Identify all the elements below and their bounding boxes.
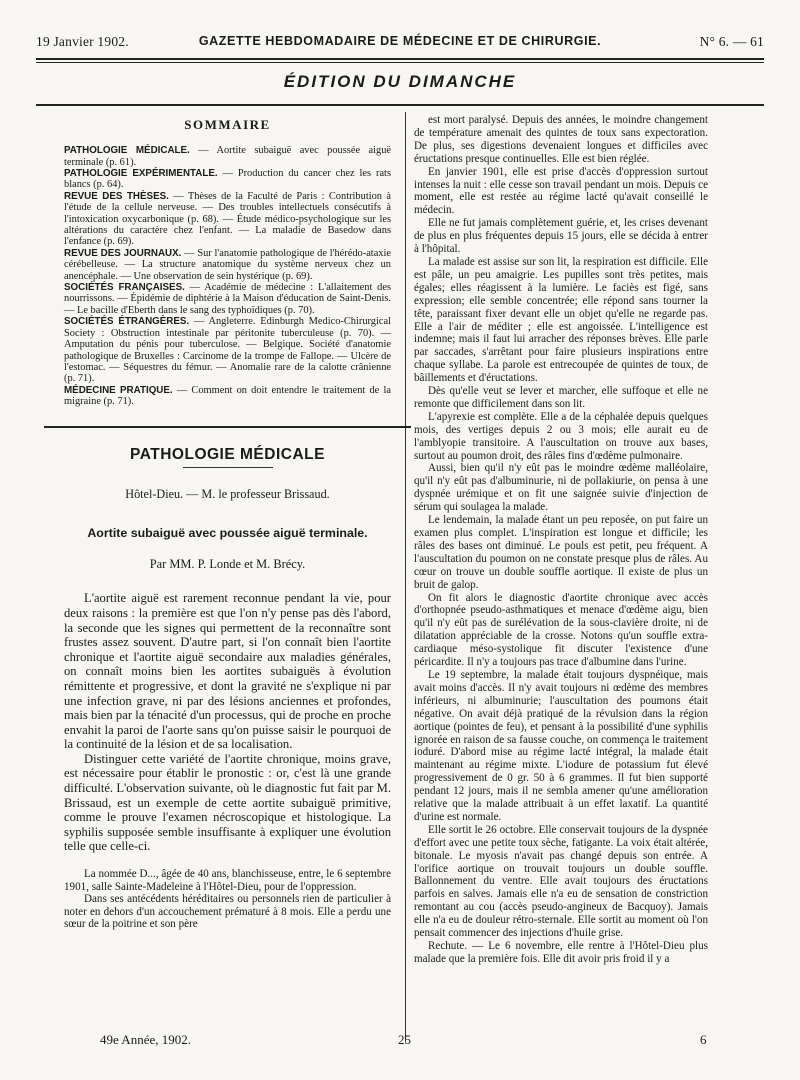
sommaire-entry [64, 316, 391, 384]
paragraph: Le 19 septembre, la malade était toujours dyspnéique, mais avait moins d'accès. Il n'y avait toujours ni œdème des membres inférieurs, ni albuminurie; l'auscultation des poumons était négative. On avait déjà pratiqué de la révulsion dans la région aortique (pointes de feu), et pensant à la possibilité d'une syphilis ignorée en raison de sa fausse couche, on commença le traitement ioduré. D'abord mise au régime lacté intégral, la malade était maintenant au régime mixte. L'iodure de potassium fut élevé progressivement de 0 gr. 50 à 6 grammes. Il fut bien supporté pendant 12 jours, mais il ne sembla amener qu'une amélioration relative que la malade attribuait à un effet laxatif. La quantité d'urine est normale. [414, 668, 708, 823]
paragraph: Elle sortit le 26 octobre. Elle conservait toujours de la dyspnée d'effort avec une petite toux sèche, fatigante. La voix était altérée, bitonale. Le myosis n'avait pas changé depuis son entrée. A l'orifice aortique on trouvait toujours un double souffle. Ballonnement du ventre. Elle avait toujours des éructations parfois en salves. Jamais elle n'a eu de sensation de constriction remontant au cou (accès pseudo-angineux de Bacquoy). Jamais elle n'a eu de douleur rétro-sternale. Elle sortit au moment où l'on pensait commencer des injections d'huile grise. [414, 823, 708, 940]
header-date: 19 Janvier 1902. [36, 34, 129, 49]
paragraph: Le lendemain, la malade étant un peu reposée, on put faire un examen plus complet. L'inspiration est longue et difficile; les râles des bases ont diminué. Le pouls est petit, peu fréquent. A l'auscultation du poumon on ne constate presque plus de râles. Au cœur on trouve un double souffle aortique. Il existe de plus un bruit de galop. [414, 514, 708, 591]
case-paragraph: La nommée D..., âgée de 40 ans, blanchisseuse, entre, le 6 septembre 1901, salle Sainte-Madeleine à l'Hôtel-Dieu, pour de l'oppression. [64, 868, 391, 893]
entry-text: — Production du cancer chez les rats blancs (p. 64). [64, 168, 391, 191]
paragraph: L'aortite aiguë est rarement reconnue pendant la vie, pour deux raisons : la première est que l'on n'y pense pas dès l'abord, la seconde que les signes qui permettent de la reconnaître sont frustes assez souvent. D'autre part, si l'on connaît bien l'aortite chronique et l'aortite aiguë secondaire aux maladies générales, on connaît moins bien les aortites subaiguës à évolution rémittente et progressive, et dont la gravité ne s'explique ni par une infection grave, ni par des lésions anciennes et profondes, mais bien par la ténacité d'un processus, qui de proche en proche envahit la paroi de l'aorte sans qu'on puisse saisir le pourquoi de la continuité de la lésion et de sa localisation. [64, 591, 391, 752]
header-rule [36, 58, 764, 63]
sommaire-entry [64, 191, 391, 248]
paragraph: En janvier 1901, elle est prise d'accès d'oppression surtout intenses la nuit : elle cesse son travail pendant un mois. Depuis ce moment, elle est restée au régime lacté qu'avait conseillé le médecin. [414, 165, 708, 217]
edition-title: ÉDITION DU DIMANCHE [283, 72, 517, 91]
edition-rule [36, 104, 764, 106]
section-separator [44, 426, 411, 428]
sommaire-entry [64, 248, 391, 282]
section-rule [183, 467, 273, 468]
hospital-line: Hôtel-Dieu. — M. le professeur Brissaud. [125, 486, 330, 501]
column-divider [405, 112, 406, 1042]
entry-heading: PATHOLOGIE MÉDICALE. [64, 145, 190, 157]
sommaire-list [64, 145, 391, 407]
entry-text: — Angleterre. Edinburgh Medico-Chirurgical Society : Obstruction intestinale par péritonite tuberculeuse (p. 70). — Amputation du pénis pour tuberculose. — Belgique. Société d'anatomie pathologique de Bruxelles : Carcinome de la trompe de Fallope. — Ulcère de l'estomac. — Séquestres du fémur. — Anomalie rare de la calotte crânienne (p. 71). [64, 316, 391, 385]
signature-mark: 25 [398, 1032, 411, 1047]
volume-year: 49e Année, 1902. [100, 1032, 191, 1047]
entry-heading: PATHOLOGIE EXPÉRIMENTALE. [64, 168, 218, 180]
sommaire-entry [64, 145, 391, 168]
journal-title: GAZETTE HEBDOMADAIRE DE MÉDECINE ET DE CHIRURGIE. [198, 34, 602, 48]
paragraph: est mort paralysé. Depuis des années, le moindre changement de température amenait des quintes de toux sans expectoration. De plus, ses digestions devenaient longues et difficiles avec éructations presque continuelles. Elle est bien réglée. [414, 114, 708, 165]
case-paragraph: Dans ses antécédents héréditaires ou personnels rien de particulier à noter en dehors d'un accouchement prématuré à 8 mois. Elle a perdu une sœur de la poitrine et son père [64, 893, 391, 931]
running-header [36, 30, 764, 54]
article-body [64, 591, 391, 931]
article-title: Aortite subaiguë avec poussée aiguë terminale. [87, 525, 368, 540]
left-column [64, 114, 391, 931]
entry-heading: MÉDECINE PRATIQUE. [64, 384, 173, 396]
entry-text: — Thèses de la Faculté de Paris : Contribution à l'étude de la cellule nerveuse. — Des troubles intellectuels consécutifs à l'intoxication oxycarbonique (p. 68). — Étude médico-psychologique sur les altérations du caractère chez l'enfant. — La maladie de Basedow dans l'enfance (p. 69). [64, 190, 392, 248]
sommaire-entry [64, 385, 391, 408]
paragraph: Distinguer cette variété de l'aortite chronique, moins grave, est nécessaire pour établir le pronostic : or, c'est là une grande difficulté. L'observation suivante, où le diagnostic fut fait par M. Brissaud, est un exemple de cette aortite subaiguë primitive, comme le prouve l'examen nécroscopique et histologique. La syphilis supposée semble insuffisante à expliquer une évolution telle que celle-ci. [64, 751, 391, 854]
entry-heading: REVUE DES JOURNAUX. [64, 247, 182, 259]
entry-text: — Aortite subaiguë avec poussée aiguë terminale (p. 61). [64, 145, 392, 168]
page-footer [0, 1032, 800, 1052]
entry-heading: SOCIÉTÉS FRANÇAISES. [64, 282, 185, 294]
paragraph: Rechute. — Le 6 novembre, elle rentre à l'Hôtel-Dieu plus malade que la première fois. Elle dit avoir pris froid il y a [414, 940, 708, 965]
section-title: PATHOLOGIE MÉDICALE [130, 445, 325, 463]
sommaire-entry [64, 282, 391, 316]
entry-heading: REVUE DES THÈSES. [64, 190, 169, 202]
right-column [414, 114, 708, 966]
paragraph: L'apyrexie est complète. Elle a de la céphalée depuis quelques mois, des vertiges depuis 2 ou 3 mois; elle aurait eu de l'amblyopie transitoire. A l'auscultation on trouve aux bases, surtout au poumon droit, des râles fins d'œdème pulmonaire. [414, 410, 708, 462]
article-authors: Par MM. P. Londe et M. Brécy. [149, 557, 306, 572]
sheet-number: 6 [700, 1032, 707, 1047]
paragraph: Aussi, bien qu'il n'y eût pas le moindre œdème malléolaire, qu'il n'y eût pas d'albuminurie, ni de pollakiurie, on pensa à une dyspnée urémique et on fit une saignée suivie d'injection de sérum qui soulagea la malade. [414, 462, 708, 514]
paragraph: La malade est assise sur son lit, la respiration est difficile. Elle est pâle, un peu amaigrie. Les pupilles sont très petites, mais égales; elles réagissent à la lumière. Le faciès est figé, sans expression; elle semble concentrée; elle répond sans tourner la tête, paraissant fixer devant elle un objet qu'elle ne regarde pas. Elle a l'air de méditer ; elle est angoissée. L'intelligence est indemne; mais il faut lui arracher des réponses brèves. Elle parle par saccades, s'arrêtant pour faire plusieurs inspirations entre chaque syllabe. La parole est entrecoupée de quintes de toux, de bâillements et d'éructations. [414, 255, 708, 385]
sommaire-title: SOMMAIRE [184, 117, 271, 132]
entry-text: — Académie de médecine : L'allaitement des nourrissons. — Épidémie de diphtérie à la Maison d'éducation de Saint-Denis. — Le bacille d'Eberth dans le sang des typhoïdiques (p. 70). [64, 282, 391, 316]
page-number: N° 6. — 61 [699, 34, 764, 49]
entry-heading: SOCIÉTÉS ÉTRANGÈRES. [64, 316, 190, 328]
paragraph: Elle ne fut jamais complètement guérie, et, les crises devenant de plus en plus fréquentes depuis 15 jours, elle se décida à entrer à l'hôpital. [414, 217, 708, 256]
paragraph: On fit alors le diagnostic d'aortite chronique avec accès d'orthopnée pseudo-asthmatiques et menace d'œdème aigu, bien qu'il n'y eût pas de surélévation de la sous-clavière droite, ni de dilatation appréciable de la crosse. Notons qu'un souffle extra-cardiaque méso-systolique fit discuter l'existence d'une péricardite. Il n'y a toujours pas trace d'albumine dans l'urine. [414, 591, 708, 669]
entry-text: — Comment on doit entendre le traitement de la migraine (p. 71). [64, 384, 391, 408]
sommaire-entry [64, 168, 391, 191]
paragraph: Dès qu'elle veut se lever et marcher, elle suffoque et elle ne remonte que difficilement dans son lit. [414, 385, 708, 410]
entry-text: — Sur l'anatomie pathologique de l'hérédo-ataxie cérébelleuse. — La structure anatomique du système nerveux chez un anencéphale. — Une observation de sein hystérique (p. 69). [64, 247, 392, 282]
